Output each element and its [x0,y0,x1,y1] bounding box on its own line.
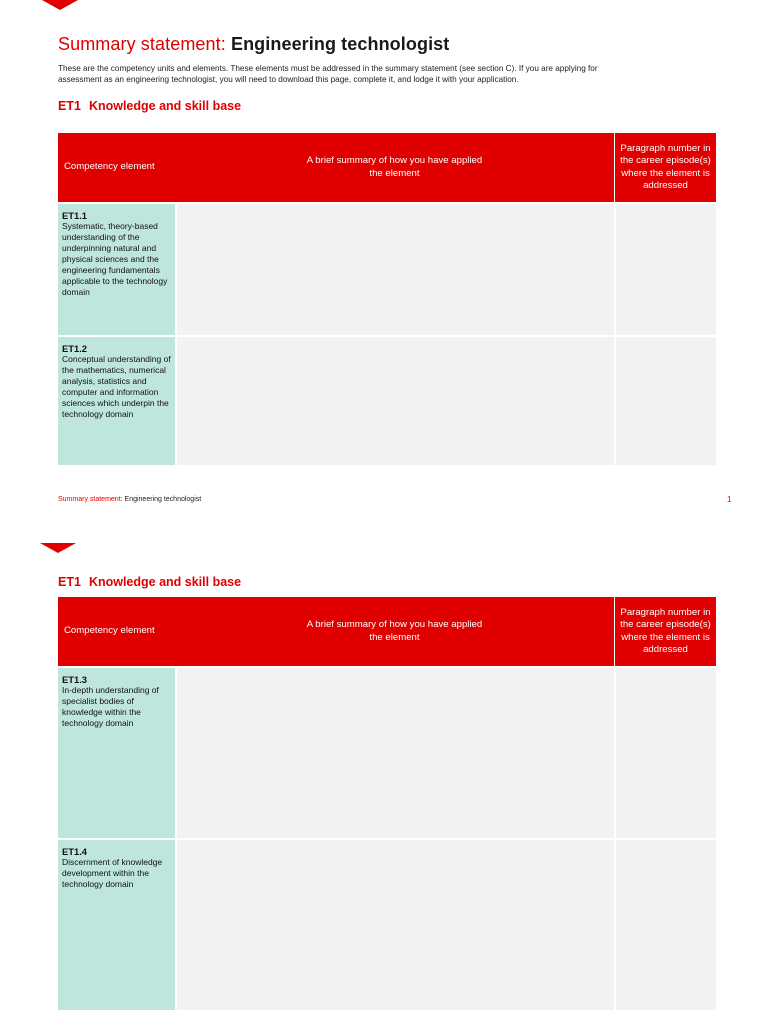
summary-cell[interactable] [175,838,614,1010]
column-header-summary: A brief summary of how you have applied the element [175,597,614,666]
summary-cell[interactable] [175,335,614,465]
footer-title: Engineering technologist [124,496,202,503]
section-heading [58,575,241,589]
paragraph-number-cell[interactable] [614,838,716,1010]
footer-prefix: Summary statement: [58,496,123,503]
red-triangle-marker-icon [40,543,76,553]
page-title [58,34,449,55]
page-footer [58,496,201,503]
element-code: ET1.1 [62,210,88,221]
paragraph-number-cell[interactable] [614,666,716,838]
red-triangle-marker-icon [42,0,78,10]
section-heading [58,99,241,113]
element-code: ET1.2 [62,343,88,354]
page-number: 1 [727,495,732,504]
competency-element-cell [58,666,175,838]
column-header-summary: A brief summary of how you have applied the element [175,133,614,202]
column-header-competency: Competency element [58,597,175,666]
column-header-paragraph: Paragraph number in the career episode(s) where the element is addressed [614,597,716,666]
table-header-row [58,133,716,202]
element-description: Conceptual understanding of the mathematics, numerical analysis, statistics and computer and information sciences which underpin the technology domain [62,354,171,419]
section-label: Knowledge and skill base [88,99,242,113]
competency-table [58,597,716,1010]
intro-paragraph: These are the competency units and elements. These elements must be addressed in the summary statement (see section C). If you are applying for assessment as an engineering technologist, you will need to download this page, complete it, and lodge it with your application. [58,64,598,84]
table-row [58,838,716,1010]
page-title-main: Engineering technologist [230,34,450,54]
table-row [58,202,716,335]
section-label: Knowledge and skill base [88,575,242,589]
competency-element-cell [58,838,175,1010]
document-page-2 [0,540,768,1024]
element-description: Systematic, theory-based understanding of the underpinning natural and physical sciences and the engineering fundamentals applicable to the technology domain [62,221,168,297]
table-row [58,335,716,465]
summary-cell[interactable] [175,202,614,335]
column-header-paragraph: Paragraph number in the career episode(s) where the element is addressed [614,133,716,202]
section-code: ET1 [58,575,81,589]
table-row [58,666,716,838]
summary-cell[interactable] [175,666,614,838]
table-header-row [58,597,716,666]
section-code: ET1 [58,99,81,113]
column-header-competency: Competency element [58,133,175,202]
paragraph-number-cell[interactable] [614,202,716,335]
competency-element-cell [58,335,175,465]
element-description: Discernment of knowledge development within the technology domain [62,857,163,889]
paragraph-number-cell[interactable] [614,335,716,465]
element-code: ET1.3 [62,674,88,685]
competency-element-cell [58,202,175,335]
element-code: ET1.4 [62,846,88,857]
page-title-prefix: Summary statement: [58,34,226,54]
element-description: In-depth understanding of specialist bodies of knowledge within the technology domain [62,685,159,728]
competency-table [58,133,716,465]
